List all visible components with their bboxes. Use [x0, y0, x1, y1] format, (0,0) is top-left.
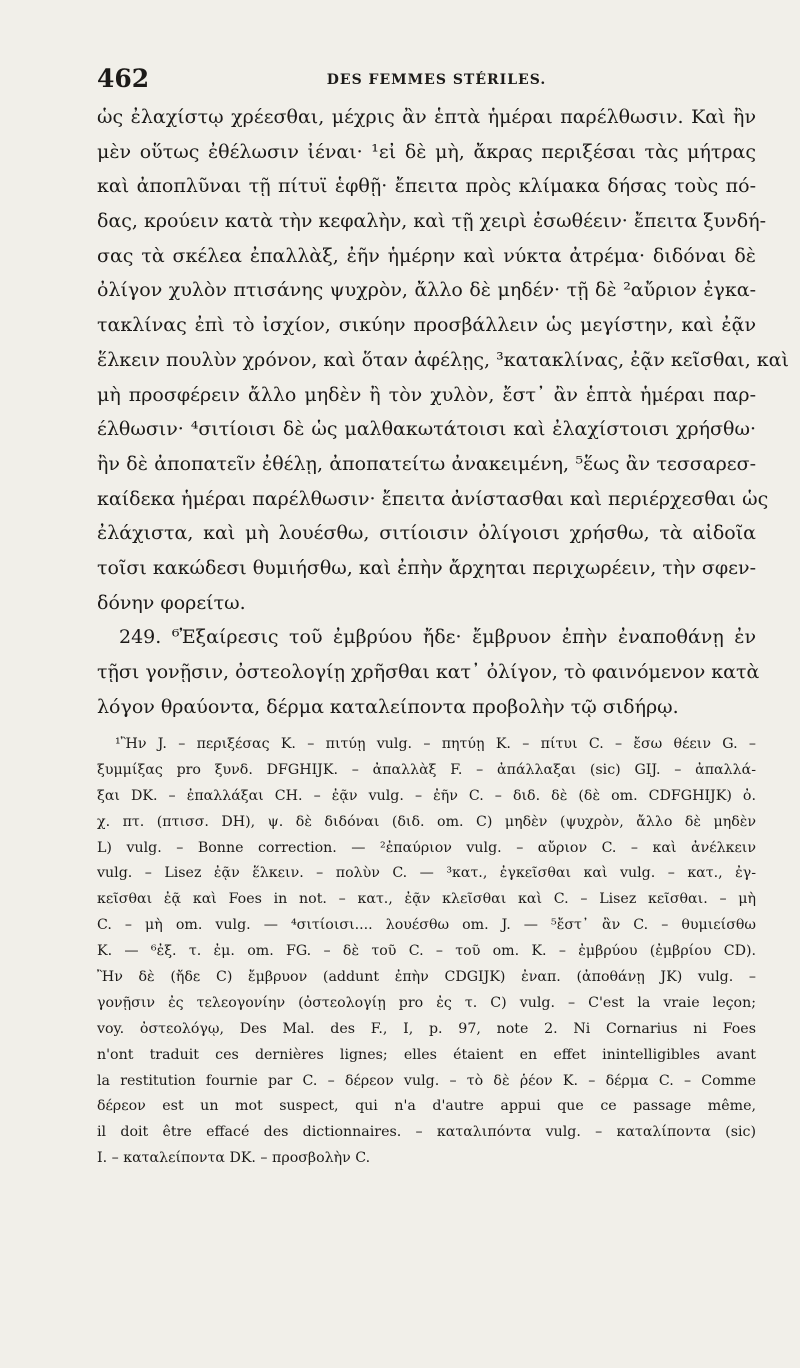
text-line: τακλίνας ἐπὶ τὸ ἰσχίον, σικύην προσβάλλειν ὡς μεγίστην, καὶ ἐᾷν	[97, 314, 756, 337]
footnote-line: voy. ὀστεολόγῳ, Des Mal. des F., I, p. 97, note 2. Ni Cornarius ni Foes	[97, 1020, 756, 1037]
footnote-line: ξυμμίξας pro ξυνδ. DFGHIJK. – ἀπαλλὰξ F. – ἀπάλλαξαι (sic) GIJ. – ἀπαλλά-	[97, 761, 756, 778]
text-line: δας, κρούειν κατὰ τὴν κεφαλὴν, καὶ τῇ χειρὶ ἐσωθέειν· ἔπειτα ξυνδή-	[97, 210, 767, 233]
footnote-line: I. – καταλείποντα DK. – προσβολὴν C.	[97, 1150, 371, 1167]
text-line: λόγον θραύοντα, δέρμα καταλείποντα προβολὴν τῷ σιδήρῳ.	[97, 695, 679, 718]
running-title: DES FEMMES STÉRILES.	[326, 72, 547, 88]
text-line: ἢν δὲ ἀποπατεῖν ἐθέλῃ, ἀποπατείτω ἀνακειμένη, ⁵ἕως ἂν τεσσαρεσ-	[97, 452, 756, 475]
text-line: μὲν οὕτως ἐθέλωσιν ἰέναι· ¹εἰ δὲ μὴ, ἄκρας περιξέσαι τὰς μήτρας	[97, 140, 756, 163]
section-249-line: 249. ⁶Ἐξαίρεσις τοῦ ἐμβρύου ἤδε· ἔμβρυον ἐπὴν ἐναποθάνῃ ἐν	[119, 626, 756, 649]
text-line: σας τὰ σκέλεα ἐπαλλὰξ, ἐῆν ἡμέρην καὶ νύκτα ἀτρέμα· διδόναι δὲ	[97, 244, 756, 267]
text-line: ὀλίγον χυλὸν πτισάνης ψυχρὸν, ἄλλο δὲ μηδέν· τῇ δὲ ²αὔριον ἐγκα-	[97, 279, 756, 302]
footnote-line: C. – μὴ om. vulg. — ⁴σιτίοισι.... λουέσθω om. J. — ⁵ἔστ᾽ ἂν C. – θυμιείσθω	[97, 917, 756, 934]
main-text	[97, 100, 789, 724]
footnote-line: n'ont traduit ces dernières lignes; elles étaient en effet inintelligibles avant	[97, 1046, 756, 1063]
text-line: ἕλκειν πουλὺν χρόνον, καὶ ὅταν ἀφέλῃς, ³κατακλίνας, ἐᾷν κεῖσθαι, καὶ	[97, 348, 789, 371]
text-line: ὡς ἐλαχίστῳ χρέεσθαι, μέχρις ἂν ἑπτὰ ἡμέραι παρέλθωσιν. Καὶ ἢν	[97, 106, 756, 128]
text-line: έλθωσιν· ⁴σιτίοισι δὲ ὡς μαλθακωτάτοισι καὶ ἐλαχίστοισι χρήσθω·	[97, 418, 756, 441]
footnote-line: il doit être effacé des dictionnaires. – καταλιπόντα vulg. – καταλίποντα (sic)	[97, 1124, 756, 1141]
text-line: τοῖσι κακώδεσι θυμιήσθω, καὶ ἐπὴν ἄρχηται περιχωρέειν, τὴν σφεν-	[97, 556, 756, 579]
text-line: μὴ προσφέρειν ἄλλο μηδὲν ἢ τὸν χυλὸν, ἔστ᾽ ἂν ἑπτὰ ἡμέραι παρ-	[97, 383, 756, 406]
text-line: δόνην φορείτω.	[97, 591, 246, 614]
footnote-line: vulg. – Lisez ἐᾷν ἕλκειν. – πολὺν C. — ³κατ., ἐγκεῖσθαι καὶ vulg. – κατ., ἐγ-	[97, 865, 756, 882]
text-line: ἐλάχιστα, καὶ μὴ λουέσθω, σιτίοισιν ὀλίγοισι χρήσθω, τὰ αἰδοῖα	[97, 522, 756, 545]
footnote-line: ξαι DK. – ἐπαλλάξαι CH. – ἐᾷν vulg. – ἐῆν C. – διδ. δὲ (δὲ om. CDFGHIJK) ὀ.	[97, 787, 756, 804]
text-line: τῇσι γονῇσιν, ὀστεολογίῃ χρῆσθαι κατ᾽ ὀλίγον, τὸ φαινόμενον κατὰ	[97, 661, 760, 683]
footnotes	[97, 732, 756, 1172]
footnote-line: ¹Ἢν J. – περιξέσας K. – πιτύῃ vulg. – πητύῃ K. – πίτυι C. – ἔσω θέειν G. –	[115, 736, 756, 752]
footnote-line: γονῇσιν ἐς τελεογονίην (ὀστεολογίῃ pro ἐς τ. C) vulg. – C'est la vraie leçon;	[97, 994, 756, 1011]
footnote-line: la restitution fournie par C. – δέρεον vulg. – τὸ δὲ ῥέον K. – δέρμα C. – Comme	[97, 1072, 756, 1089]
text-line: καίδεκα ἡμέραι παρέλθωσιν· ἔπειτα ἀνίστασθαι καὶ περιέρχεσθαι ὡς	[97, 487, 769, 510]
footnote-line: Ἢν δὲ (ἤδε C) ἔμβρυον (addunt ἐπὴν CDGIJK) ἐναπ. (ἀποθάνῃ JK) vulg. –	[97, 969, 756, 986]
page-header	[97, 62, 756, 96]
footnote-line: κεῖσθαι ἐᾷ καὶ Foes in not. – κατ., ἐᾷν κλεῖσθαι καὶ C. – Lisez κεῖσθαι. – μὴ	[97, 891, 756, 908]
footnote-line: χ. πτ. (πτισσ. DH), ψ. δὲ διδόναι (διδ. om. C) μηδὲν (ψυχρὸν, ἄλλο δὲ μηδὲν	[97, 813, 756, 830]
footnote-line: L) vulg. – Bonne correction. — ²ἐπαύριον vulg. – αὔριον C. – καὶ ἀνέλκειν	[97, 839, 756, 856]
page-number: 462	[97, 64, 150, 93]
footnote-line: K. — ⁶ἐξ. τ. ἐμ. om. FG. – δὲ τοῦ C. – τοῦ om. K. – ἐμβρύου (ἐμβρίου CD).	[97, 943, 756, 960]
footnote-line: δέρεον est un mot suspect, qui n'a d'autre appui que ce passage même,	[97, 1098, 756, 1115]
text-line: καὶ ἀποπλῦναι τῇ πίτυϊ ἑφθῇ· ἔπειτα πρὸς κλίμακα δήσας τοὺς πό-	[97, 175, 756, 198]
